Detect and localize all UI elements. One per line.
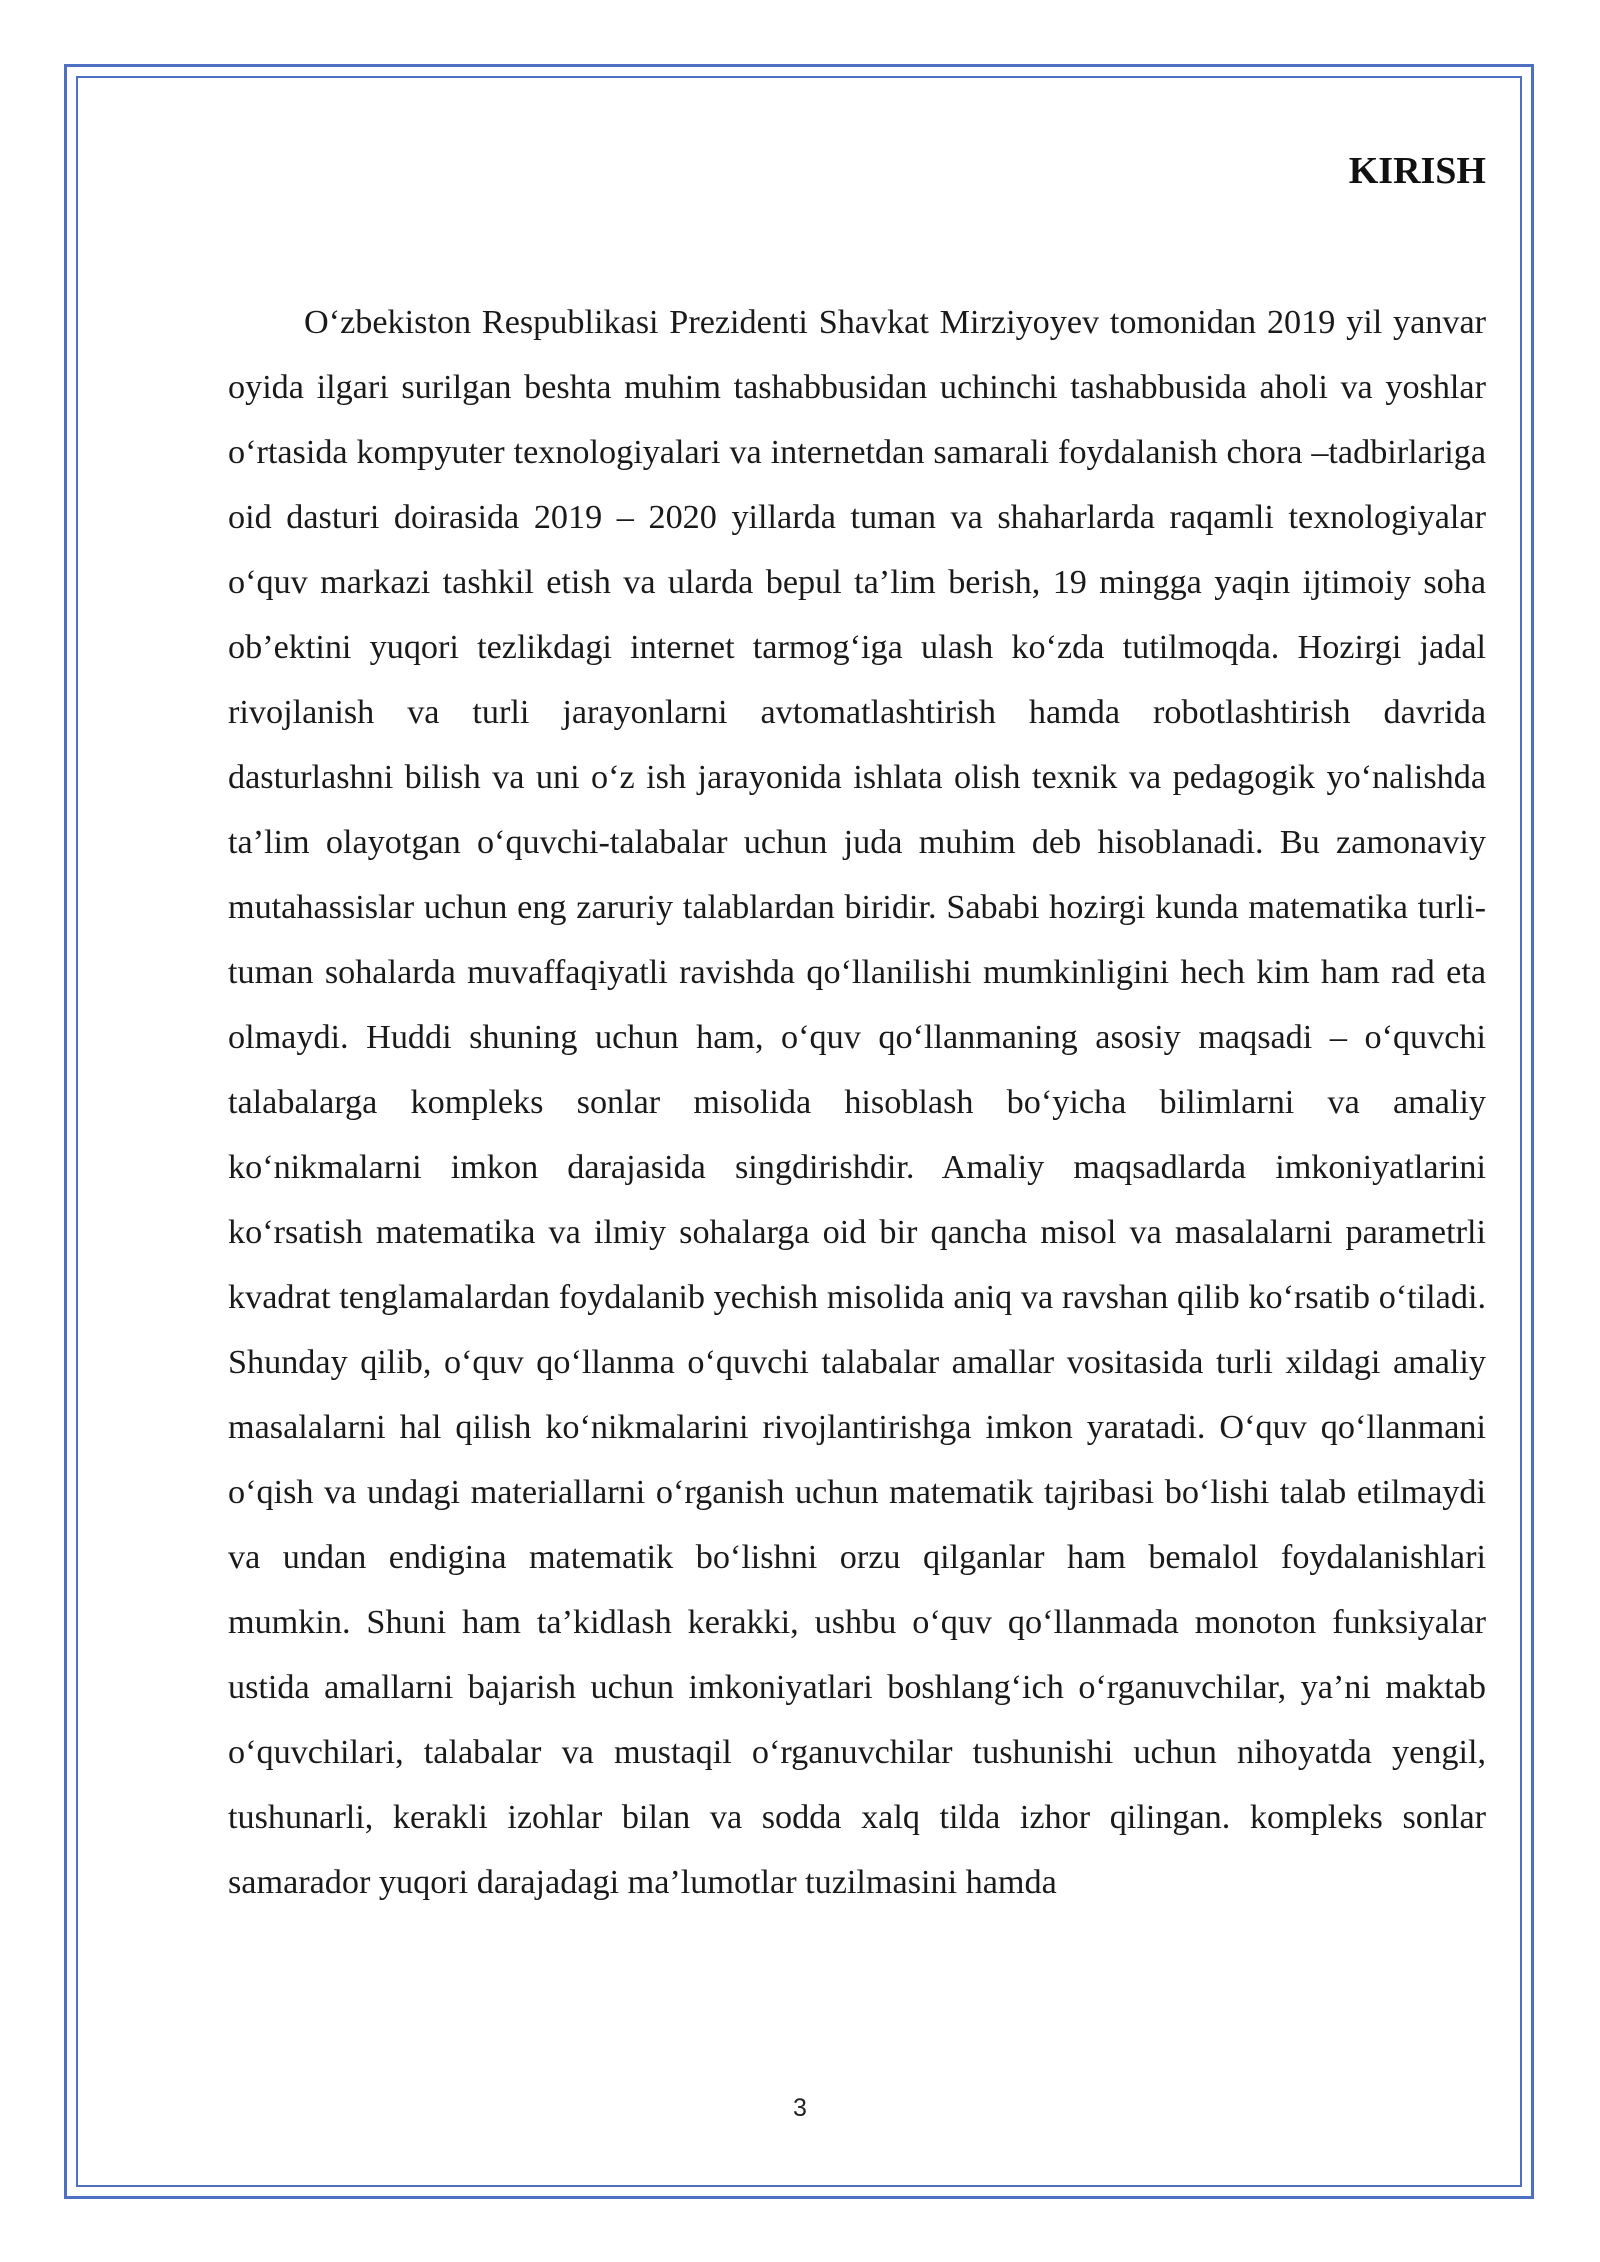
page-content xyxy=(228,140,1486,1901)
body-paragraph: O‘zbekiston Respublikasi Prezidenti Shavkat Mirziyoyev tomonidan 2019 yil yanvar oyida ilgari surilgan beshta muhim tashabbusidan uchinchi tashabbusida aholi va yoshlar o‘rtasida kompyuter texnologiyalari va internetdan samarali foydalanish chora –tadbirlariga oid dasturi doirasida 2019 – 2020 yillarda tuman va shaharlarda raqamli texnologiyalar o‘quv markazi tashkil etish va ularda bepul ta’lim berish, 19 mingga yaqin ijtimoiy soha ob’ektini yuqori tezlikdagi internet tarmog‘iga ulash ko‘zda tutilmoqda. Hozirgi jadal rivojlanish va turli jarayonlarni avtomatlashtirish hamda robotlashtirish davrida dasturlashni bilish va uni o‘z ish jarayonida ishlata olish texnik va pedagogik yo‘nalishda ta’lim olayotgan o‘quvchi-talabalar uchun juda muhim deb hisoblanadi. Bu zamonaviy mutahassislar uchun eng zaruriy talablardan biridir. Sababi hozirgi kunda matematika turli-tuman sohalarda muvaffaqiyatli ravishda qo‘llanilishi mumkinligini hech kim ham rad eta olmaydi. Huddi shuning uchun ham, o‘quv qo‘llanmaning asosiy maqsadi – o‘quvchi talabalarga kompleks sonlar misolida hisoblash bo‘yicha bilimlarni va amaliy ko‘nikmalarni imkon darajasida singdirishdir. Amaliy maqsadlarda imkoniyatlarini ko‘rsatish matematika va ilmiy sohalarga oid bir qancha misol va masalalarni parametrli kvadrat tenglamalardan foydalanib yechish misolida aniq va ravshan qilib ko‘rsatib o‘tiladi. Shunday qilib, o‘quv qo‘llanma o‘quvchi talabalar amallar vositasida turli xildagi amaliy masalalarni hal qilish ko‘nikmalarini rivojlantirishga imkon yaratadi. O‘quv qo‘llanmani o‘qish va undagi materiallarni o‘rganish uchun matematik tajribasi bo‘lishi talab etilmaydi va undan endigina matematik bo‘lishni orzu qilganlar ham bemalol foydalanishlari mumkin. Shuni ham ta’kidlash kerakki, ushbu o‘quv qo‘llanmada monoton funksiyalar ustida amallarni bajarish uchun imkoniyatlari boshlang‘ich o‘rganuvchilar, ya’ni maktab o‘quvchilari, talabalar va mustaqil o‘rganuvchilar tushunishi uchun nihoyatda yengil, tushunarli, kerakli izohlar bilan va sodda xalq tilda izhor qilingan. kompleks sonlar samarador yuqori darajadagi ma’lumotlar tuzilmasini hamda xyxy=(228,304,1486,1901)
page-number: 3 xyxy=(793,2094,807,2122)
section-heading: KIRISH xyxy=(1348,150,1486,192)
